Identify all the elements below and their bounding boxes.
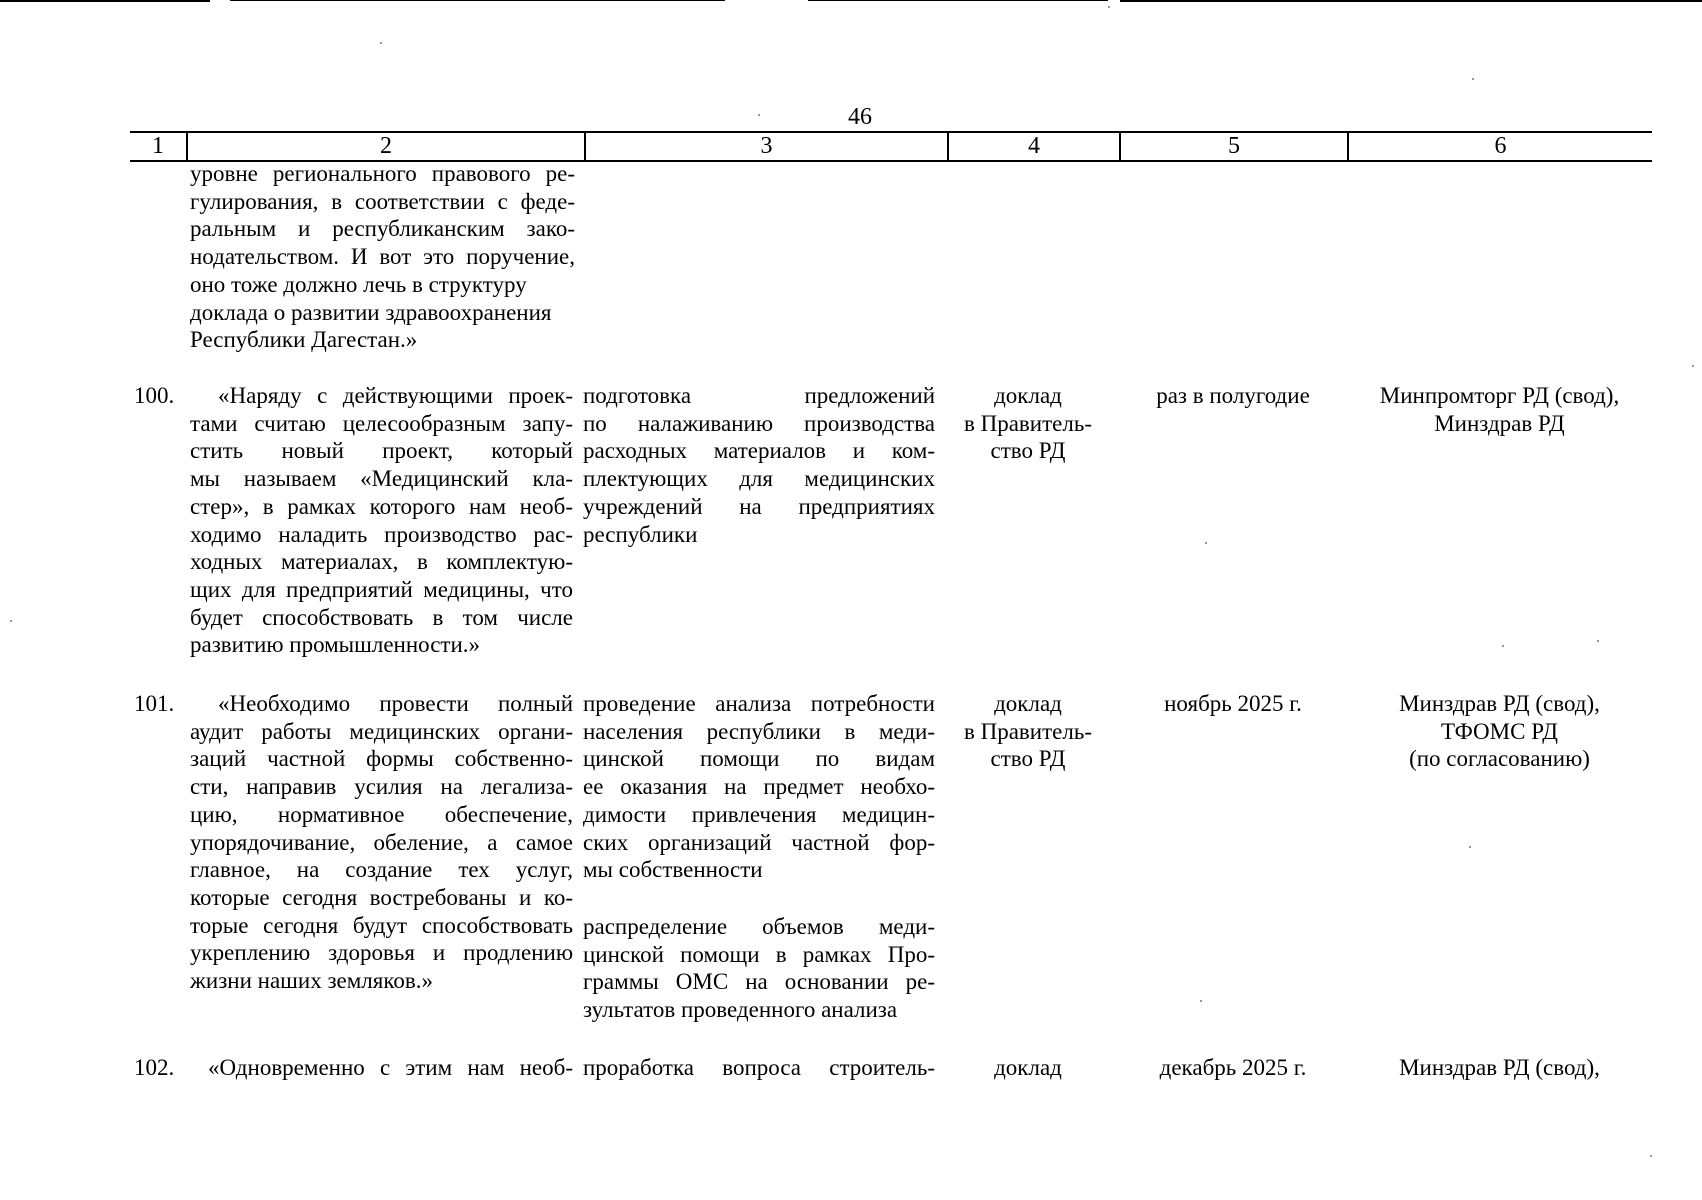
text-line: будет способствовать в том числе	[190, 604, 573, 630]
scan-speck	[380, 42, 382, 44]
text-line: ходных материалах, в комплектую-	[190, 549, 573, 575]
page-number: 46	[848, 104, 872, 130]
text-line: Минздрав РД (свод),	[1399, 691, 1600, 716]
report-form	[948, 1054, 1108, 1082]
scan-speck	[1472, 78, 1474, 80]
column-header: 3	[584, 133, 947, 160]
text-line: декабрь 2025 г.	[1159, 1055, 1307, 1080]
text-line: стер», в рамках которого нам необ-	[190, 493, 573, 519]
text-line: Минздрав РД (свод),	[1399, 1055, 1600, 1080]
report-form	[948, 382, 1108, 465]
responsible	[1347, 382, 1652, 437]
text-line: стить новый проект, который	[190, 438, 573, 464]
text-line: щих для предприятий медицины, что	[190, 576, 573, 602]
text-line: цинской помощи по видам	[583, 746, 935, 772]
responsible	[1347, 690, 1652, 773]
text-line: сти, направив усилия на легализа-	[190, 774, 573, 800]
row-number: 102.	[134, 1055, 175, 1080]
text-line: доклада о развитии здравоохранения	[190, 299, 552, 325]
text-line: проработка вопроса строитель-	[583, 1055, 935, 1080]
text-line: цию, нормативное обеспечение,	[190, 801, 573, 827]
text-line: нодательством. И вот это поручение,	[190, 244, 575, 270]
report-form	[948, 690, 1108, 773]
text-line: ходимо наладить производство рас-	[190, 521, 573, 547]
text-line: подготовка предложений	[583, 383, 935, 408]
text-line: (по согласованию)	[1409, 746, 1590, 772]
text-line: расходных материалов и ком-	[583, 438, 935, 464]
deadline	[1119, 1054, 1347, 1082]
column-header-row	[130, 131, 1652, 162]
text-line: зультатов проведенного анализа	[583, 997, 898, 1023]
column-header: 5	[1119, 133, 1347, 160]
text-line: доклад	[994, 383, 1062, 408]
scan-edge-line	[808, 0, 1108, 1]
text-line: Минпромторг РД (свод),	[1379, 383, 1620, 408]
instruction-quote	[190, 1054, 573, 1082]
scan-speck	[1108, 6, 1110, 8]
measure-text	[583, 1054, 935, 1082]
text-line: развитию промышленности.»	[190, 632, 481, 658]
text-line: заций частной формы собственно-	[190, 746, 573, 772]
scan-speck	[10, 620, 12, 622]
scan-speck	[1692, 365, 1694, 367]
scan-edge-line	[230, 0, 725, 1]
measure-text	[583, 913, 935, 1024]
row-number: 101.	[134, 691, 175, 716]
text-line: мы собственности	[583, 857, 763, 883]
text-line: плектующих для медицинских	[583, 466, 935, 492]
scan-speck	[1205, 542, 1207, 544]
responsible	[1347, 1054, 1652, 1082]
text-line: уровне регионального правового ре-	[190, 161, 575, 186]
column-header: 4	[947, 133, 1119, 160]
text-line: учреждений на предприятиях	[583, 493, 935, 519]
instruction-quote	[190, 382, 573, 659]
text-line: доклад	[994, 1055, 1062, 1080]
text-line: жизни наших земляков.»	[190, 968, 433, 994]
measure-text	[583, 382, 935, 548]
text-line: населения республики в меди-	[583, 718, 935, 744]
text-line: ее оказания на предмет необхо-	[583, 774, 935, 800]
text-line: распределение объемов меди-	[583, 914, 935, 939]
scan-speck	[1650, 1155, 1652, 1157]
text-line: упорядочивание, обеление, а самое	[190, 829, 573, 855]
text-line: республики	[583, 521, 698, 547]
text-line: главное, на создание тех услуг,	[190, 857, 573, 883]
text-line: тами считаю целесообразным запу-	[190, 410, 573, 436]
text-line: ральным и республиканским зако-	[190, 216, 575, 242]
text-line: мы называем «Медицинский кла-	[190, 466, 573, 492]
text-line: доклад	[994, 691, 1062, 716]
text-line: Республики Дагестан.»	[190, 327, 418, 353]
scan-edge-line	[1120, 0, 1702, 2]
deadline	[1119, 382, 1347, 410]
text-line: ство РД	[990, 438, 1066, 464]
text-line: граммы ОМС на основании ре-	[583, 969, 935, 995]
scan-edge-line	[0, 0, 210, 2]
scan-speck	[1469, 846, 1471, 848]
text-line: проведение анализа потребности	[583, 691, 935, 716]
text-line: торые сегодня будут способствовать	[190, 912, 573, 938]
row-number: 100.	[134, 383, 175, 408]
scan-speck	[1597, 640, 1599, 642]
text-line: ство РД	[990, 746, 1066, 772]
text-line: которые сегодня востребованы и ко-	[190, 884, 573, 910]
text-line: оно тоже должно лечь в структуру	[190, 271, 527, 297]
text-line: в Правитель-	[964, 718, 1092, 744]
scan-speck	[758, 114, 760, 116]
scan-speck	[1502, 645, 1504, 647]
text-line: ноябрь 2025 г.	[1164, 691, 1302, 716]
text-line: ских организаций частной фор-	[583, 829, 935, 855]
column-header: 6	[1347, 133, 1652, 160]
text-line: «Одновременно с этим нам необ-	[208, 1055, 573, 1080]
text-line: Минздрав РД	[1434, 410, 1565, 436]
deadline	[1119, 690, 1347, 718]
text-line: цинской помощи в рамках Про-	[583, 941, 935, 967]
text-line: ТФОМС РД	[1441, 718, 1558, 744]
continuation-text	[190, 160, 575, 354]
measure-text	[583, 690, 935, 884]
column-header: 2	[186, 133, 584, 160]
text-line: по налаживанию производства	[583, 410, 935, 436]
text-line: «Наряду с действующими проек-	[218, 383, 573, 408]
text-line: димости привлечения медицин-	[583, 801, 935, 827]
text-line: укреплению здоровья и продлению	[190, 940, 573, 966]
text-line: раз в полугодие	[1156, 383, 1310, 408]
column-header: 1	[152, 133, 164, 159]
scan-speck	[1200, 1000, 1202, 1002]
instruction-quote	[190, 690, 573, 995]
text-line: в Правитель-	[964, 410, 1092, 436]
text-line: гулирования, в соответствии с феде-	[190, 188, 575, 214]
text-line: «Необходимо провести полный	[218, 691, 573, 716]
text-line: аудит работы медицинских органи-	[190, 718, 573, 744]
